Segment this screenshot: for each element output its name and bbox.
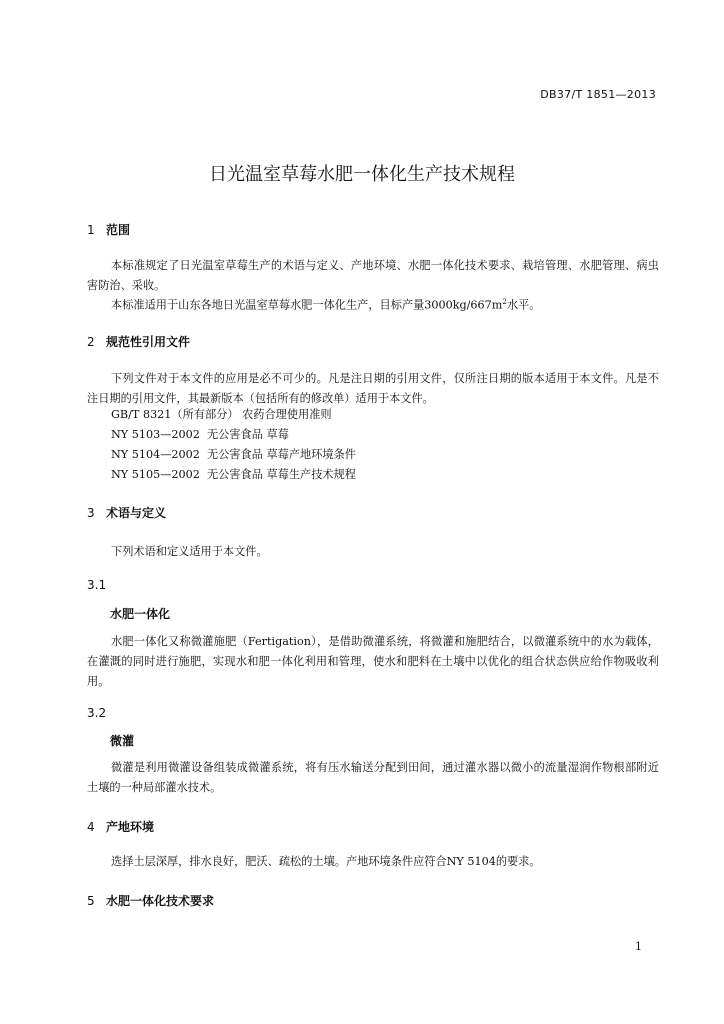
text-segment: 水平。 [506, 298, 541, 312]
section-title: 产地环境 [106, 820, 155, 834]
term-3-2-number: 3.2 [87, 706, 107, 720]
section-3-heading [87, 504, 166, 521]
section-title: 水肥一体化技术要求 [106, 894, 215, 908]
reference-item: GB/T 8321（所有部分） 农药合理使用准则 [111, 408, 332, 421]
section-title: 规范性引用文件 [106, 335, 191, 349]
reference-item: NY 5105—2002 无公害食品 草莓生产技术规程 [111, 468, 356, 481]
section-3-paragraph-1: 下列术语和定义适用于本文件。 [111, 545, 268, 558]
term-3-1-definition: 水肥一体化又称微灌施肥（Fertigation），是借助微灌系统，将微灌和施肥结合，以微灌系统中的水为载体，在灌溉的同时进行施肥，实现水和肥一体化利用和管理，使水和肥料在土壤中以优化的组合状态供应给作物吸收利用。 [87, 635, 659, 688]
section-4-paragraph-1: 选择土层深厚，排水良好，肥沃、疏松的土壤。产地环境条件应符合NY 5104的要求。 [111, 855, 541, 868]
term-3-1-number: 3.1 [87, 578, 107, 592]
section-5-heading [87, 892, 214, 909]
superscript: 2 [502, 298, 507, 306]
section-title: 范围 [106, 223, 131, 237]
section-number: 4 [87, 820, 95, 834]
section-1-paragraph-2 [87, 292, 659, 316]
term-3-2-name: 微灌 [110, 734, 135, 748]
section-1-heading [87, 221, 130, 238]
section-number: 5 [87, 894, 95, 908]
section-2-paragraph-1: 下列文件对于本文件的应用是必不可少的。凡是注日期的引用文件，仅所注日期的版本适用于本文件。凡是不注日期的引用文件，其最新版本（包括所有的修改单）适用于本文件。 [87, 372, 659, 405]
section-number: 1 [87, 223, 95, 237]
reference-item: NY 5103—2002 无公害食品 草莓 [111, 428, 289, 441]
term-3-1-name: 水肥一体化 [110, 607, 171, 621]
reference-item: NY 5104—2002 无公害食品 草莓产地环境条件 [111, 448, 356, 461]
document-title: 日光温室草莓水肥一体化生产技术规程 [209, 164, 515, 185]
standard-code: DB37/T 1851—2013 [540, 88, 656, 101]
section-1-paragraph-1: 本标准规定了日光温室草莓生产的术语与定义、产地环境、水肥一体化技术要求、栽培管理、水肥管理、病虫害防治、采收。 [87, 259, 659, 292]
section-number: 2 [87, 335, 95, 349]
page-number: 1 [635, 940, 642, 953]
section-4-heading [87, 818, 154, 835]
section-number: 3 [87, 506, 95, 520]
section-2-heading [87, 333, 190, 350]
section-title: 术语与定义 [106, 506, 167, 520]
text-segment: 本标准适用于山东各地日光温室草莓水肥一体化生产，目标产量3000kg/667m [111, 298, 503, 312]
term-3-2-definition: 微灌是利用微灌设备组装成微灌系统，将有压水输送分配到田间，通过灌水器以微小的流量湿润作物根部附近土壤的一种局部灌水技术。 [87, 761, 659, 794]
